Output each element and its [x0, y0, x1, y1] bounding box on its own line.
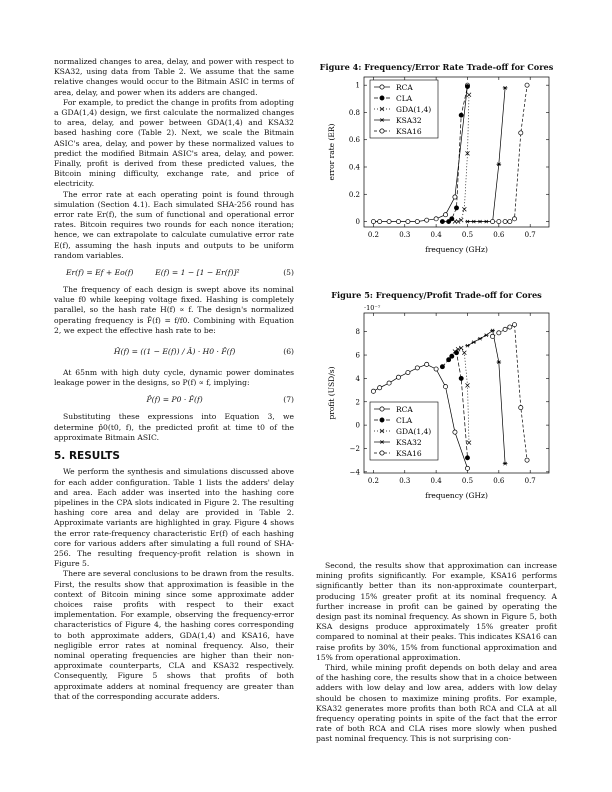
data-point	[497, 219, 501, 223]
data-point	[503, 327, 507, 331]
data-point	[490, 219, 494, 223]
series-line	[442, 353, 467, 458]
data-point	[478, 337, 483, 340]
y-tick-label: −4	[349, 468, 360, 477]
paragraph: The frequency of each design is swept above its nominal value f0 while keeping voltage fixed. Hashing is completely parallel, so the hash rate H(f) ∝ f. The design's normalized operating frequency is F̂(f) = f/f0. Combining with Equation 2, we expect the effective hash rate to be:	[54, 285, 294, 335]
data-point	[490, 334, 494, 338]
data-point	[465, 383, 469, 387]
data-point	[456, 347, 460, 351]
data-point	[387, 381, 391, 385]
paragraph: Substituting these expressions into Equation 3, we determine p̂0(t0, f), the predicted profit at time t0 of the approximate Bitmain ASIC.	[54, 412, 294, 442]
equation-number: (5)	[283, 267, 294, 277]
x-tick-label: 0.7	[524, 477, 536, 485]
equation-7	[54, 388, 294, 412]
legend-marker	[380, 129, 384, 133]
equation-number: (7)	[283, 395, 294, 405]
data-point	[465, 456, 469, 460]
equation-5	[54, 261, 294, 285]
x-axis-label: frequency (GHz)	[425, 245, 488, 254]
data-point	[434, 217, 438, 221]
y-tick-label: 0.2	[348, 190, 360, 199]
series-ksa16	[490, 323, 529, 463]
figure-5-title: Figure 5: Frequency/Profit Trade-off for Cores	[331, 290, 542, 300]
legend-marker	[380, 418, 384, 422]
x-tick-label: 0.3	[399, 477, 411, 485]
legend-label: KSA16	[396, 126, 422, 136]
series-ksa32	[465, 329, 507, 465]
y-tick-label: 2	[355, 398, 360, 407]
data-point	[525, 83, 529, 87]
data-point	[484, 220, 489, 223]
y-tick-label: 6	[355, 351, 360, 360]
y-tick-label: 0	[355, 218, 360, 227]
data-point	[519, 405, 523, 409]
data-point	[512, 217, 516, 221]
series-line	[468, 88, 506, 222]
paragraph: For example, to predict the change in profits from adopting a GDA(1,4) design, we first calculate the normalized changes to area, delay, and power between GDA(1,4) and KSA32 based hashing core (Table 2). Next, we scale the Bitmain ASIC's area, delay, and power by these normalized values to predict the modified Bitmain ASIC's area, delay, and power. Finally, profit is derived from these predicted values, the Bitcoin mining difficulty, exchange rate, and price of electricity.	[54, 97, 294, 189]
legend-marker	[380, 451, 384, 455]
data-point	[415, 219, 419, 223]
data-point	[465, 84, 469, 88]
data-point	[453, 195, 457, 199]
section-title: 5. RESULTS	[54, 450, 120, 463]
data-point	[415, 366, 419, 370]
paragraph: Second, the results show that approximation can increase mining profits significantly. For example, KSA16 performs significantly better than its non-approximate counterpart, producing 15% greater profit at its nominal frequency. A further increase in profit can be gained by operating the design past its nominal frequency. As shown in Figure 5, both KSA designs produce approximately 15% greater profit compared to nominal at their peaks. This indicates KSA16 can raise profits by 30%, 15% from functional approximation and 15% from operational approximation.	[316, 561, 557, 662]
data-point	[406, 219, 410, 223]
x-axis-label: frequency (GHz)	[425, 491, 488, 500]
left-column	[54, 57, 294, 702]
series-ksa32	[465, 86, 507, 223]
data-point	[508, 325, 512, 329]
paragraph: normalized changes to area, delay, and power with respect to KSA32, using data from Table 2. We assume that the same relative changes would occur to the Bitmain ASIC in terms of area, delay, and power when its adders are changed.	[54, 57, 294, 97]
y-tick-label: 0	[355, 421, 360, 430]
figure-5-chart	[316, 300, 557, 506]
y-tick-label: 0.8	[348, 108, 360, 117]
data-point	[508, 219, 512, 223]
x-tick-label: 0.6	[493, 231, 505, 239]
paragraph: There are several conclusions to be drawn from the results. First, the results show that approximation is feasible in the context of Bitcoin mining since some approximate adder choices raise profits with respect to their exact implementation. For example, observing the frequency-error characteristics of Figure 4, the hashing cores corresponding to both approximate adders, GDA(1,4) and KSA16, have negligible error rates at nominal frequency. Also, their nominal operating frequencies are higher than their non-approximate counterparts, CLA and KSA32 respectively. Consequently, Figure 5 shows that profits of both approximate adders at nominal frequency are greater than that of the corresponding accurate adders.	[54, 569, 294, 701]
paragraph: The error rate at each operating point is found through simulation (Section 4.1). Each simulated SHA-256 round has error rate Er(f), the sum of functional and operational error rates. Bitcoin requires two rounds for each nonce iteration; hence, we can extrapolate to calculate cumulative error rate E(f), assuming the hash inputs and outputs to be uniform random variables.	[54, 189, 294, 260]
equation-5-right: E(f) = 1 − [1 − Er(f)]²	[155, 267, 240, 277]
y-tick-label: 1	[355, 81, 360, 90]
data-point	[406, 370, 410, 374]
x-tick-label: 0.5	[461, 231, 474, 239]
data-point	[440, 219, 444, 223]
data-point	[478, 220, 483, 223]
data-point	[371, 219, 375, 223]
data-point	[459, 113, 463, 117]
data-point	[387, 219, 391, 223]
data-point	[371, 389, 375, 393]
series-gda14	[453, 93, 471, 224]
data-point	[519, 131, 523, 135]
data-point	[471, 220, 476, 223]
data-point	[497, 331, 501, 335]
y-tick-label: 0.6	[348, 136, 360, 145]
legend-marker	[380, 407, 384, 411]
figure-4-title: Figure 4: Frequency/Error Rate Trade-off for Cores	[319, 62, 554, 72]
data-point	[396, 375, 400, 379]
y-tick-label: 0.4	[348, 163, 360, 172]
data-point	[512, 323, 516, 327]
series-line	[468, 331, 506, 464]
data-point	[484, 334, 489, 337]
data-point	[525, 458, 529, 462]
equation-7-body: P̂(f) = P0 · F̂(f)	[146, 395, 203, 405]
paragraph: At 65nm with high duty cycle, dynamic power dominates leakage power in the designs, so P(f) ∝ f, implying:	[54, 368, 294, 388]
y-axis-label: error rate (ER)	[327, 123, 336, 181]
data-point	[447, 358, 451, 362]
scale-note: ·10⁻⁷	[364, 304, 381, 312]
data-point	[378, 219, 382, 223]
data-point	[459, 376, 463, 380]
data-point	[467, 441, 471, 445]
series-ksa16	[490, 83, 529, 224]
legend-label: GDA(1,4)	[396, 426, 432, 436]
x-tick-label: 0.7	[524, 231, 536, 239]
data-point	[396, 219, 400, 223]
legend-marker	[380, 96, 384, 100]
y-tick-label: 4	[355, 374, 360, 383]
y-tick-label: 8	[355, 328, 360, 337]
legend-label: KSA16	[396, 448, 422, 458]
data-point	[459, 346, 463, 350]
legend-label: CLA	[396, 93, 413, 103]
data-point	[440, 365, 444, 369]
paragraph: Third, while mining profit depends on both delay and area of the hashing core, the results show that in a choice between adders with low delay and low area, adders with low delay should be chosen to maximize mining profits. For example, KSA32 generates more profits than both RCA and CLA at all frequency operating points in spite of the fact that the error rate of both RCA and CLA rises more slowly when pushed past nominal frequency. This is not surprising con-	[316, 663, 557, 744]
data-point	[443, 213, 447, 217]
data-point	[462, 351, 466, 355]
legend-label: RCA	[396, 82, 413, 92]
data-point	[462, 207, 466, 211]
series-cla	[440, 351, 469, 460]
data-point	[425, 362, 429, 366]
data-point	[465, 466, 469, 470]
x-tick-label: 0.2	[367, 231, 379, 239]
data-point	[450, 354, 454, 358]
equation-6-body: Ĥ(f) = ((1 − E(f)) / Â) · H0 · F̂(f)	[113, 346, 236, 356]
figure-4-chart	[316, 74, 557, 274]
data-point	[467, 93, 471, 97]
y-axis-label: profit (USD/s)	[327, 366, 336, 420]
equation-5-left: Er(f) = Ef + Eo(f)	[66, 267, 134, 277]
series-line	[455, 348, 469, 443]
right-column	[316, 561, 557, 745]
data-point	[503, 219, 507, 223]
data-point	[465, 220, 470, 223]
equation-6	[54, 336, 294, 368]
data-point	[465, 344, 470, 347]
x-tick-label: 0.2	[367, 477, 379, 485]
legend-label: KSA32	[396, 437, 422, 447]
data-point	[454, 206, 458, 210]
data-point	[378, 386, 382, 390]
legend-marker	[380, 85, 384, 89]
data-point	[453, 430, 457, 434]
series-line	[493, 85, 527, 221]
x-tick-label: 0.4	[430, 231, 442, 239]
x-tick-label: 0.4	[430, 477, 442, 485]
legend-label: GDA(1,4)	[396, 104, 432, 114]
data-point	[443, 384, 447, 388]
legend-label: CLA	[396, 415, 413, 425]
paragraph: We perform the synthesis and simulations discussed above for each adder configuration. Table 1 lists the adders' delay and area. Each adder was inserted into the hashing core pipelines in the CPA slots indicated in Figure 2. The resulting hashing core area and delay are provided in Table 2. Approximate variants are highlighted in gray. Figure 4 shows the error rate-frequency characteristic Er(f) of each hashing core for various adders after simulating a full round of SHA-256. The resulting frequency-profit relation is shown in Figure 5.	[54, 467, 294, 569]
legend-label: RCA	[396, 404, 413, 414]
equation-number: (6)	[283, 346, 294, 356]
series-line	[442, 87, 467, 222]
data-point	[471, 341, 476, 344]
x-tick-label: 0.3	[399, 231, 411, 239]
data-point	[434, 367, 438, 371]
series-line	[493, 325, 527, 461]
legend-label: KSA32	[396, 115, 422, 125]
x-tick-label: 0.5	[461, 477, 474, 485]
data-point	[425, 218, 429, 222]
x-tick-label: 0.6	[493, 477, 505, 485]
y-tick-label: −2	[349, 444, 360, 453]
